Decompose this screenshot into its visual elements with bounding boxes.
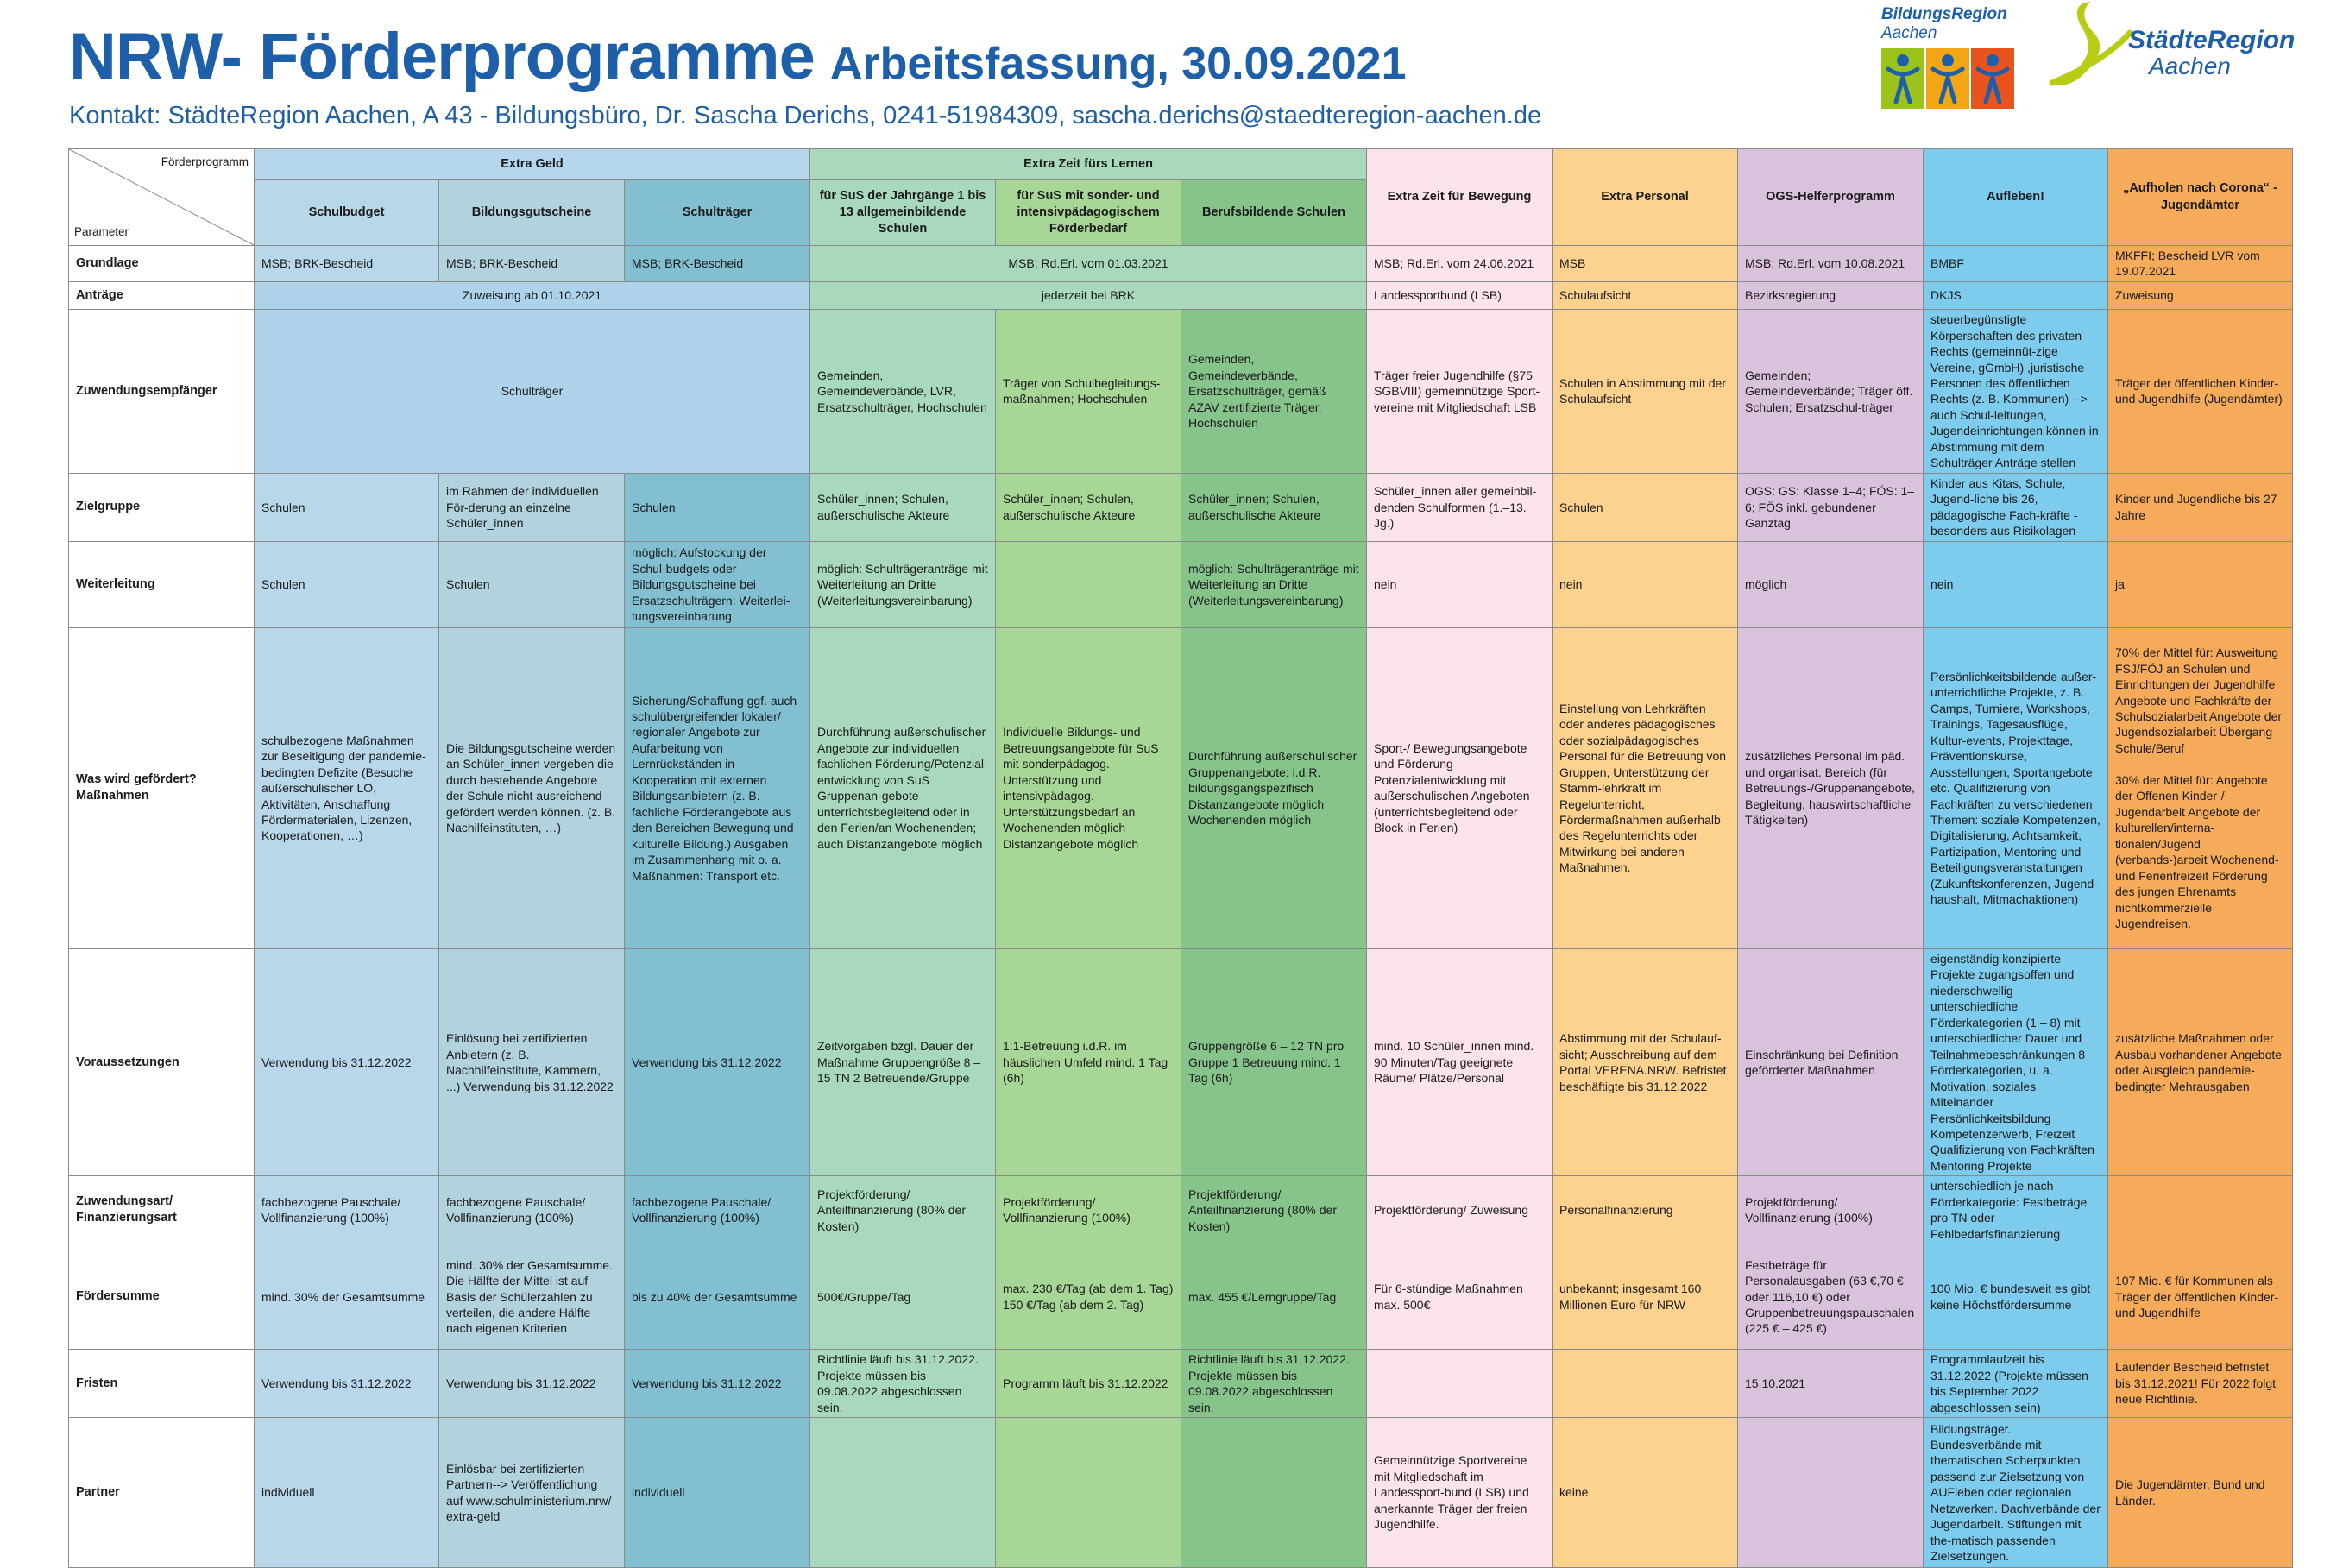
bildungsregion-logo-line2: Aachen <box>1881 24 1937 42</box>
group-header-extra-personal: Extra Personal <box>1553 149 1738 246</box>
table-cell: nein <box>1924 541 2108 627</box>
table-cell: steuerbegünstigte Körperschaften des privaten Rechts (gemeinnüt-zige Vereine, gGmbH) ,juristische Personen des öffentlichen Rechts (z. B. Kommunen) --> auch Schul-leitungen, Jugendeinrichtungen können in Abstimmung mit dem Schulträger Anträge stellen <box>1924 309 2108 473</box>
table-cell: 15.10.2021 <box>1738 1350 1924 1418</box>
table-cell: Verwendung bis 31.12.2022 <box>255 948 439 1176</box>
table-cell: Einlösbar bei zertifizierten Partnern--> Veröffentlichung auf www.schulministerium.nrw/ extra-geld <box>439 1418 625 1568</box>
table-cell: jederzeit bei BRK <box>810 281 1367 309</box>
table-cell: Verwendung bis 31.12.2022 <box>625 948 810 1176</box>
group-header-extra-geld: Extra Geld <box>255 149 810 180</box>
table-cell: Schulträger <box>255 309 810 473</box>
table-cell: individuell <box>255 1418 439 1568</box>
table-cell: Träger der öffentlichen Kinder- und Jugendhilfe (Jugendämter) <box>2108 309 2293 473</box>
subheader-schulbudget: Schulbudget <box>255 180 439 246</box>
row-label-weiterleitung: Weiterleitung <box>69 541 255 627</box>
table-cell: Schüler_innen; Schulen, außerschulische Akteure <box>810 473 996 541</box>
table-cell: Zuweisung <box>2108 281 2293 309</box>
table-cell: Sicherung/Schaffung ggf. auch schulübergreifender lokaler/ regionaler Angebote zur Aufarbeitung von Lernrückständen in Kooperation mit externen Bildungsanbietern (z. B. fachliche Förderangebote aus den Bereichen Bewegung und kulturelle Bildung.) Ausgaben im Zusammenhang mit o. a. Maßnahmen: Transport etc. <box>625 627 810 948</box>
table-row <box>69 473 2293 541</box>
table-cell: unterschiedlich je nach Förderkategorie: Festbeträge pro TN oder Fehlbedarfsfinanzierung <box>1924 1176 2108 1244</box>
group-header-ogs: OGS-Helferprogramm <box>1738 149 1924 246</box>
table-cell: Die Bildungsgutscheine werden an Schüler_innen vergeben die durch bestehende Angebote der Schule nicht ausreichend gefördert werden können. (z. B. Nachilfeinstituten, …) <box>439 627 625 948</box>
table-cell: Einschränkung bei Definition geförderter Maßnahmen <box>1738 948 1924 1176</box>
row-label-zuwendungsempfaenger: Zuwendungsempfänger <box>69 309 255 473</box>
table-cell: Projektförderung/ Vollfinanzierung (100%) <box>996 1176 1181 1244</box>
table-cell: Träger freier Jugendhilfe (§75 SGBVIII) gemeinnützige Sport-vereine mit Mitgliedschaft LSB <box>1367 309 1553 473</box>
table-cell: max. 455 €/Lerngruppe/Tag <box>1181 1244 1367 1350</box>
row-label-voraussetzungen: Voraussetzungen <box>69 948 255 1176</box>
table-row <box>69 1350 2293 1418</box>
row-label-partner: Partner <box>69 1418 255 1568</box>
table-cell <box>1181 1418 1367 1568</box>
table-cell: Gemeinden; Gemeindeverbände; Träger öff. Schulen; Ersatzschul-träger <box>1738 309 1924 473</box>
table-cell: MSB; Rd.Erl. vom 01.03.2021 <box>810 246 1367 282</box>
table-cell: fachbezogene Pauschale/ Vollfinanzierung (100%) <box>255 1176 439 1244</box>
table-cell: Einlösung bei zertifizierten Anbietern (z. B. Nachhilfeinstitute, Kammern, ...) Verwendung bis 31.12.2022 <box>439 948 625 1176</box>
table-row <box>69 1176 2293 1244</box>
table-cell: Schüler_innen; Schulen, außerschulische Akteure <box>1181 473 1367 541</box>
table-corner <box>69 149 255 246</box>
table-cell: Programmlaufzeit bis 31.12.2022 (Projekte müssen bis September 2022 abgeschlossen sein) <box>1924 1350 2108 1418</box>
table-cell: eigenständig konzipierte Projekte zugangsoffen und niederschwellig unterschiedliche Förderkategorien (1 – 8) mit unterschiedlicher Dauer und Teilnahmebeschränkungen 8 Förderkategorien, u. a. Motivation, soziales Miteinander Persönlichkeitsbildung Kompetenzerwerb, Freizeit Qualifizierung von Fachkräften Mentoring Projekte <box>1924 948 2108 1176</box>
table-cell: fachbezogene Pauschale/ Vollfinanzierung (100%) <box>439 1176 625 1244</box>
table-cell: Schüler_innen aller gemeinbil-denden Schulformen (1.–13. Jg.) <box>1367 473 1553 541</box>
table-cell: Zuweisung ab 01.10.2021 <box>255 281 810 309</box>
table-cell: Schulen <box>255 541 439 627</box>
table-cell: Persönlichkeitsbildende außer-unterrichtliche Projekte, z. B. Camps, Turniere, Workshops, Trainings, Tagesausflüge, Kultur-events, Projekttage, Präventionskurse, Ausstellungen, Sportangebote etc. Qualifizierung von Fachkräften zu verschiedenen Themen: soziale Kompetenzen, Digitalisierung, Achtsamkeit, Partizipation, Mentoring und Beteiligungsveranstaltungen (Zukunftskonferenzen, Jugend-haushalt, Mitmachaktionen) <box>1924 627 2108 948</box>
table-cell: mind. 30% der Gesamtsumme. Die Hälfte der Mittel ist auf Basis der Schülerzahlen zu verteilen, die andere Hälfte nach eigenen Kriterien <box>439 1244 625 1350</box>
table-cell: möglich <box>1738 541 1924 627</box>
table-cell: Laufender Bescheid befristet bis 31.12.2021! Für 2022 folgt neue Richtlinie. <box>2108 1350 2293 1418</box>
table-cell: MSB; BRK-Bescheid <box>255 246 439 282</box>
table-cell: zusätzliches Personal im päd. und organisat. Bereich (für Betreuungs-/Gruppenangebote, Begleitung, hauswirtschaftliche Tätigkeiten) <box>1738 627 1924 948</box>
table-cell <box>2108 1176 2293 1244</box>
table-cell: Kinder und Jugendliche bis 27 Jahre <box>2108 473 2293 541</box>
table-cell: individuell <box>625 1418 810 1568</box>
table-cell: Schulaufsicht <box>1553 281 1738 309</box>
table-row <box>69 1244 2293 1350</box>
corner-label-parameter: Parameter <box>74 225 129 239</box>
row-label-fristen: Fristen <box>69 1350 255 1418</box>
table-cell <box>1738 1418 1924 1568</box>
subheader-sus-foerder: für SuS mit sonder- und intensivpädagogischem Förderbedarf <box>996 180 1181 246</box>
table-cell: bis zu 40% der Gesamtsumme <box>625 1244 810 1350</box>
row-label-grundlage: Grundlage <box>69 246 255 282</box>
table-cell: Schüler_innen; Schulen, außerschulische Akteure <box>996 473 1181 541</box>
foerderprogramme-table <box>68 148 2293 1568</box>
table-cell: MSB; BRK-Bescheid <box>625 246 810 282</box>
table-cell: Projektförderung/ Anteilfinanzierung (80% der Kosten) <box>1181 1176 1367 1244</box>
table-cell: Zeitvorgaben bzgl. Dauer der Maßnahme Gruppengröße 8 –15 TN 2 Betreuende/Gruppe <box>810 948 996 1176</box>
table-cell: Projektförderung/ Zuweisung <box>1367 1176 1553 1244</box>
group-header-extra-zeit-bewegung: Extra Zeit für Bewegung <box>1367 149 1553 246</box>
table-cell: Individuelle Bildungs- und Betreuungsangebote für SuS mit sonderpädagog. Unterstützung und intensivpädagog. Unterstützungsbedarf an Wochenenden möglich Distanzangebote möglich <box>996 627 1181 948</box>
staedteregion-logo <box>2045 0 2304 95</box>
table-cell: Abstimmung mit der Schulauf-sicht; Ausschreibung auf dem Portal VERENA.NRW. Befristet beschäftigte bis 31.12.2022 <box>1553 948 1738 1176</box>
table-cell: Richtlinie läuft bis 31.12.2022. Projekte müssen bis 09.08.2022 abgeschlossen sein. <box>810 1350 996 1418</box>
table-row <box>69 627 2293 948</box>
table-cell: Sport-/ Bewegungsangebote und Förderung Potenzialentwicklung mit außerschulischen Angeboten (unterrichtsbegleitend oder Block in Ferien) <box>1367 627 1553 948</box>
table-cell: ja <box>2108 541 2293 627</box>
table-row <box>69 541 2293 627</box>
table-row <box>69 948 2293 1176</box>
table-cell: möglich: Schulträgeranträge mit Weiterleitung an Dritte (Weiterleitungsvereinbarung) <box>810 541 996 627</box>
table-cell: Kinder aus Kitas, Schule, Jugend-liche bis 26, pädagogische Fach-kräfte - besonders aus Risikolagen <box>1924 473 2108 541</box>
staedteregion-logo-line1: StädteRegion <box>2128 26 2296 54</box>
table-cell: Schulen <box>439 541 625 627</box>
table-cell: Gruppengröße 6 – 12 TN pro Gruppe 1 Betreuung mind. 1 Tag (6h) <box>1181 948 1367 1176</box>
table-cell: Schulen in Abstimmung mit der Schulaufsicht <box>1553 309 1738 473</box>
table-cell: nein <box>1367 541 1553 627</box>
table-cell: Richtlinie läuft bis 31.12.2022. Projekte müssen bis 09.08.2022 abgeschlossen sein. <box>1181 1350 1367 1418</box>
table-cell: max. 230 €/Tag (ab dem 1. Tag) 150 €/Tag (ab dem 2. Tag) <box>996 1244 1181 1350</box>
table-cell: OGS: GS: Klasse 1–4; FÖS: 1–6; FÖS inkl. gebundener Ganztag <box>1738 473 1924 541</box>
table-cell: schulbezogene Maßnahmen zur Beseitigung der pandemie-bedingten Defizite (Besuche außerschulischer LO, Aktivitäten, Anschaffung Fördermaterialen, Lizenzen, Kooperationen, …) <box>255 627 439 948</box>
table-cell: Festbeträge für Personalausgaben (63 €,70 € oder 116,10 €) oder Gruppenbetreuungspauschalen (225 € – 425 €) <box>1738 1244 1924 1350</box>
table-cell: mind. 30% der Gesamtsumme <box>255 1244 439 1350</box>
table-cell <box>810 1418 996 1568</box>
table-cell: Gemeinden, Gemeindeverbände, Ersatzschulträger, gemäß AZAV zertifizierte Träger, Hochschulen <box>1181 309 1367 473</box>
subheader-berufsbildende: Berufsbildende Schulen <box>1181 180 1367 246</box>
table-cell: Projektförderung/ Vollfinanzierung (100%) <box>1738 1176 1924 1244</box>
row-label-gefoerdert: Was wird gefördert? Maßnahmen <box>69 627 255 948</box>
table-row <box>69 246 2293 282</box>
title-main: NRW- Förderprogramme <box>69 20 815 93</box>
table-cell: Landessportbund (LSB) <box>1367 281 1553 309</box>
table-cell: Schulen <box>255 473 439 541</box>
table-cell: fachbezogene Pauschale/ Vollfinanzierung (100%) <box>625 1176 810 1244</box>
table-cell: BMBF <box>1924 246 2108 282</box>
table-cell: zusätzliche Maßnahmen oder Ausbau vorhandener Angebote oder Ausgleich pandemie-bedingter Mehrausgaben <box>2108 948 2293 1176</box>
table-cell: Schulen <box>1553 473 1738 541</box>
table-cell <box>1367 1350 1553 1418</box>
row-label-zuwendungsart: Zuwendungsart/ Finanzierungsart <box>69 1176 255 1244</box>
table-cell: 100 Mio. € bundesweit es gibt keine Höchstfördersumme <box>1924 1244 2108 1350</box>
table-header-row-1 <box>69 149 2293 180</box>
table-cell: möglich: Aufstockung der Schul-budgets oder Bildungsgutscheine bei Ersatzschulträgern: Weiterlei-tungsvereinbarung <box>625 541 810 627</box>
table-cell: Programm läuft bis 31.12.2022 <box>996 1350 1181 1418</box>
staedteregion-logo-line2: Aachen <box>2149 53 2231 79</box>
table-cell: MSB; BRK-Bescheid <box>439 246 625 282</box>
table-cell: 70% der Mittel für: Ausweitung FSJ/FÖJ an Schulen und Einrichtungen der Jugendhilfe Angebote und Fachkräfte der Schulsozialarbeit Angebote der Jugendsozialarbeit Übergang Schule/Beruf 30% der Mittel für: Angebote der Offenen Kinder-/ Jugendarbeit Angebote der kulturellen/interna-tionalen/Jugend (verbands-)arbeit Wochenend- und Ferienfreizeit Förderung des jungen Ehrenamts nichtkommerzielle Jugendreisen. <box>2108 627 2293 948</box>
row-label-foerdersumme: Fördersumme <box>69 1244 255 1350</box>
table-row <box>69 1418 2293 1568</box>
table-cell: Verwendung bis 31.12.2022 <box>625 1350 810 1418</box>
table-cell: 107 Mio. € für Kommunen als Träger der öffentlichen Kinder- und Jugendhilfe <box>2108 1244 2293 1350</box>
table-cell: Bezirksregierung <box>1738 281 1924 309</box>
table-cell: MSB; Rd.Erl. vom 24.06.2021 <box>1367 246 1553 282</box>
table-cell: Gemeinden, Gemeindeverbände, LVR, Ersatzschulträger, Hochschulen <box>810 309 996 473</box>
table-cell <box>996 541 1181 627</box>
table-cell: Gemeinnützige Sportvereine mit Mitgliedschaft im Landessport-bund (LSB) und anerkannte Träger der freien Jugendhilfe. <box>1367 1418 1553 1568</box>
table-row <box>69 309 2293 473</box>
table-cell: 500€/Gruppe/Tag <box>810 1244 996 1350</box>
subheader-sus-1-13: für SuS der Jahrgänge 1 bis 13 allgemeinbildende Schulen <box>810 180 996 246</box>
table-cell: MSB; Rd.Erl. vom 10.08.2021 <box>1738 246 1924 282</box>
corner-label-program: Förderprogramm <box>161 155 249 168</box>
table-cell: Durchführung außerschulischer Gruppenangebote; i.d.R. bildungsgangspezifisch Distanzangebote möglich Wochenenden möglich <box>1181 627 1367 948</box>
group-header-aufholen: „Aufholen nach Corona“ - Jugendämter <box>2108 149 2293 246</box>
table-cell: Für 6-stündige Maßnahmen max. 500€ <box>1367 1244 1553 1350</box>
table-cell: Die Jugendämter, Bund und Länder. <box>2108 1418 2293 1568</box>
group-header-extra-zeit-lernen: Extra Zeit fürs Lernen <box>810 149 1367 180</box>
table-cell: MSB <box>1553 246 1738 282</box>
table-cell: DKJS <box>1924 281 2108 309</box>
table-cell: Projektförderung/ Anteilfinanzierung (80% der Kosten) <box>810 1176 996 1244</box>
table-cell: nein <box>1553 541 1738 627</box>
table-cell: Personalfinanzierung <box>1553 1176 1738 1244</box>
table-cell: Verwendung bis 31.12.2022 <box>255 1350 439 1418</box>
table-row <box>69 281 2293 309</box>
table-cell: MKFFI; Bescheid LVR vom 19.07.2021 <box>2108 246 2293 282</box>
table-cell <box>1553 1350 1738 1418</box>
table-cell: im Rahmen der individuellen För-derung an einzelne Schüler_innen <box>439 473 625 541</box>
contact-line: Kontakt: StädteRegion Aachen, A 43 - Bildungsbüro, Dr. Sascha Derichs, 0241-51984309, sascha.derichs@staedteregion-aachen.de <box>69 102 1542 129</box>
table-cell: unbekannt; insgesamt 160 Millionen Euro für NRW <box>1553 1244 1738 1350</box>
subheader-bildungsgutscheine: Bildungsgutscheine <box>439 180 625 246</box>
table-cell: mind. 10 Schüler_innen mind. 90 Minuten/Tag geeignete Räume/ Plätze/Personal <box>1367 948 1553 1176</box>
row-label-zielgruppe: Zielgruppe <box>69 473 255 541</box>
subheader-schultraeger: Schulträger <box>625 180 810 246</box>
bildungsregion-logo-line1: BildungsRegion <box>1881 5 2007 23</box>
table-cell: Verwendung bis 31.12.2022 <box>439 1350 625 1418</box>
table-cell: keine <box>1553 1418 1738 1568</box>
table-cell: Einstellung von Lehrkräften oder anderes pädagogisches oder sozialpädagogisches Personal für die Betreuung von Gruppen, Unterstützung der Stamm-lehrkraft im Regelunterricht, Fördermaßnahmen außerhalb des Regelunterrichts oder Mitwirkung bei anderen Maßnahmen. <box>1553 627 1738 948</box>
table-cell: Bildungsträger. Bundesverbände mit thematischen Scherpunkten passend zur Zielsetzung von AUFleben oder regionalen Netzwerken. Dachverbände der Jugendarbeit. Stiftungen mit the-matisch passenden Zielsetzungen. <box>1924 1418 2108 1568</box>
table-cell: Schulen <box>625 473 810 541</box>
group-header-aufleben: Aufleben! <box>1924 149 2108 246</box>
table-cell: möglich: Schulträgeranträge mit Weiterleitung an Dritte (Weiterleitungsvereinbarung) <box>1181 541 1367 627</box>
page-title <box>69 20 1407 93</box>
table-cell <box>996 1418 1181 1568</box>
table-cell: 1:1-Betreuung i.d.R. im häuslichen Umfeld mind. 1 Tag (6h) <box>996 948 1181 1176</box>
title-subtitle: Arbeitsfassung, 30.09.2021 <box>829 39 1407 89</box>
row-label-antraege: Anträge <box>69 281 255 309</box>
table-cell: Träger von Schulbegleitungs-maßnahmen; Hochschulen <box>996 309 1181 473</box>
table-cell: Durchführung außerschulischer Angebote zur individuellen fachlichen Förderung/Potenzial-entwicklung von SuS Gruppenan-gebote unterrichtsbegleitend oder in den Ferien/an Wochenenden; auch Distanzangebote möglich <box>810 627 996 948</box>
